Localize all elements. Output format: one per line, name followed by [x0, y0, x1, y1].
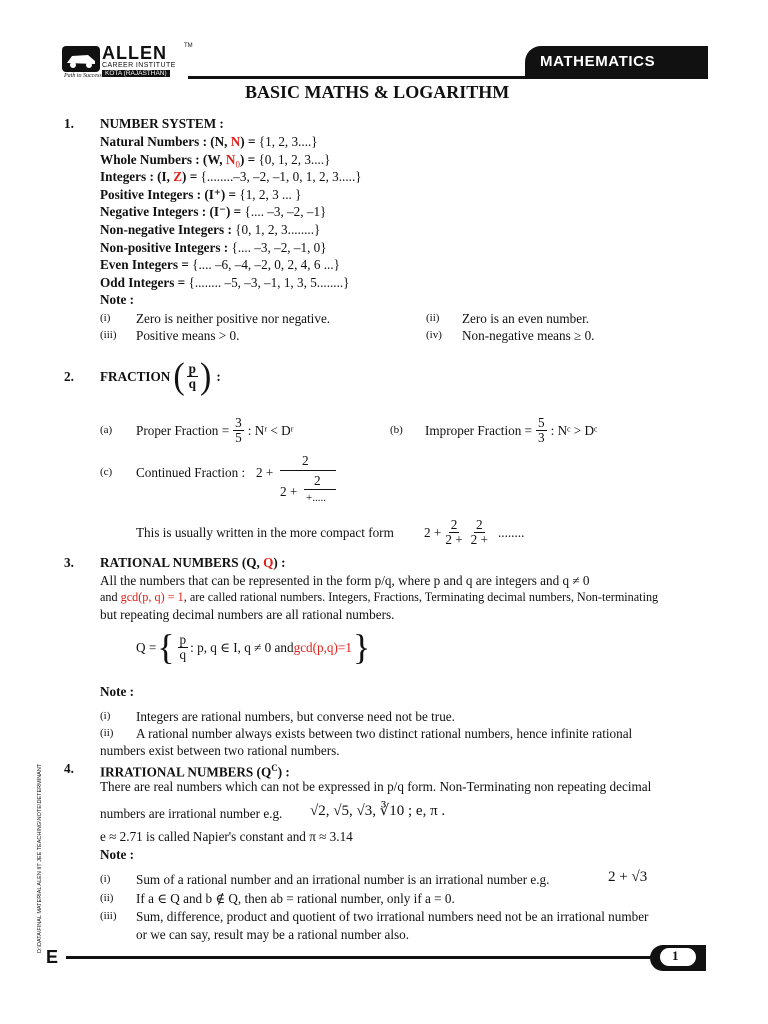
row-positive: Positive Integers : (I⁺) = {1, 2, 3 ... } [100, 186, 302, 202]
side-path: D:\DATA\FINAL MATERIAL ALEN IIT JEE TEACHING\NOTE\DETERMINANT [37, 763, 43, 953]
s1-note-ii: Zero is an even number. [462, 311, 590, 326]
s1-note-i-num: (i) [100, 312, 111, 324]
row-natural: Natural Numbers : (N, N) = {1, 2, 3....} [100, 134, 318, 149]
s4-note-i-example: 2 + √3 [608, 869, 648, 885]
s4-note-i: Sum of a rational number and an irrational number is an irrational number e.g. [136, 872, 550, 887]
s1-note-iv: Non-negative means ≥ 0. [462, 328, 595, 343]
car-logo-icon [62, 46, 100, 72]
s4-note-ii-num: (ii) [100, 892, 114, 904]
continued-fraction-expr: 2 + 2 2 + 2 +..... [256, 452, 346, 512]
logo-tm: TM [184, 43, 193, 49]
section-1-number: 1. [64, 116, 74, 131]
irrational-examples: √2, √5, √3, ∛10 ; e, π . [310, 803, 446, 819]
s2-a-num: (a) [100, 424, 113, 436]
s1-note-ii-num: (ii) [426, 312, 440, 324]
page-title: BASIC MATHS & LOGARITHM [245, 82, 510, 102]
s1-note-i: Zero is neither positive nor negative. [136, 311, 331, 326]
footer [0, 940, 768, 980]
rational-set-definition: Q = { $\frac{p}{q}$ : p, q ∈ I, q ≠ 0 and gcd(p,q)=1 } [136, 626, 371, 667]
s3-note-ii-num: (ii) [100, 727, 114, 739]
s4-note-iii-num: (iii) [100, 910, 117, 922]
row-whole: Whole Numbers : (W, $N_0) = \{0$, 1, 2, 3....} [100, 151, 331, 170]
s3-para-2: and gcd(p, q) = 1, are called rational numbers. Integers, Fractions, Terminating decimal numbers, Non-terminating [100, 590, 659, 604]
footer-rule [66, 956, 706, 959]
number-set-list [100, 133, 660, 309]
logo-tagline: Path to Success [64, 73, 102, 79]
section-3-number: 3. [64, 555, 74, 570]
allen-logo [62, 43, 193, 84]
row-non-positive: Non-positive Integers : {.... –3, –2, –1, 0} [100, 239, 327, 255]
improper-fraction: Improper Fraction = $\frac{5}{3}$ : Nᶜ > Dᶜ [425, 414, 598, 445]
s3-para-1: All the numbers that can be represented in the form p/q, where p and q are integers and q ≠ 0 [100, 573, 590, 588]
row-integers: Integers : (I, Z) = {........–3, –2, –1, 0, 1, 2, 3.....} [100, 169, 362, 185]
s3-note-i-num: (i) [100, 710, 111, 722]
proper-fraction: Proper Fraction = $\frac{3}{5}$ : Nʳ < Dʳ [136, 414, 294, 445]
logo-text: ALLEN [102, 43, 167, 63]
s2-b-num: (b) [390, 424, 403, 436]
s1-note-label: Note : [100, 292, 135, 308]
row-even: Even Integers = {.... –6, –4, –2, 0, 2, 4, 6 ...} [100, 257, 340, 273]
s4-note-label: Note : [100, 847, 135, 862]
logo-sub2: KOTA (RAJASTHAN) [102, 70, 170, 77]
s3-para-3: but repeating decimal numbers are all rational numbers. [100, 607, 395, 622]
s4-para-1: There are real numbers which can not be expressed in p/q form. Non-Terminating non repeating decimal [100, 779, 652, 794]
s1-note-iii: Positive means > 0. [136, 328, 240, 343]
section-4-heading: IRRATIONAL NUMBERS $(Q^C)$ : [100, 763, 290, 780]
s3-note-i: Integers are rational numbers, but converse need not be true. [136, 709, 455, 724]
s4-note-i-num: (i) [100, 873, 111, 885]
row-negative: Negative Integers : (I⁻) = {.... –3, –2, –1} [100, 204, 327, 220]
s4-note-ii: If a ∈ Q and b ∉ Q, then ab = rational number, only if a = 0. [136, 891, 455, 906]
s4-note-iii-a: Sum, difference, product and quotient of two irrational numbers need not be an irrational number [136, 909, 649, 924]
footer-edition: E [46, 947, 59, 967]
section-1-heading: NUMBER SYSTEM : [100, 116, 224, 131]
subject-label: MATHEMATICS [540, 53, 656, 70]
compact-form-expr: 2 + $\frac{2}{2 +}$ $\frac{2}{2 +}$ ........ [424, 516, 525, 547]
logo-sub1: CAREER INSTITUTE [102, 62, 176, 69]
row-odd: Odd Integers = {........ –5, –3, –1, 1, 3, 5........} [100, 274, 350, 290]
s2-c-num: (c) [100, 466, 113, 478]
s4-para-2: numbers are irrational number e.g. [100, 806, 283, 821]
header [0, 0, 768, 110]
s3-note-ii-b: numbers exist between two rational numbers. [100, 743, 340, 758]
s3-note-label: Note : [100, 684, 135, 699]
s1-note-iv-num: (iv) [426, 329, 442, 341]
section-2-number: 2. [64, 369, 74, 384]
compact-form-text: This is usually written in the more compact form [136, 525, 394, 540]
continued-fraction-label: Continued Fraction : [136, 465, 246, 480]
s1-note-iii-num: (iii) [100, 329, 117, 341]
section-4-number: 4. [64, 761, 74, 776]
section-2-heading: FRACTION ( $\frac{p}{q}$ ) : [100, 355, 221, 397]
row-non-negative: Non-negative Integers : {0, 1, 2, 3........} [100, 221, 321, 237]
section-3-heading: RATIONAL NUMBERS (Q, Q) : [100, 555, 286, 570]
s3-note-ii-a: A rational number always exists between two distinct rational numbers, hence infinite rational [136, 726, 633, 741]
page-number: 1 [672, 948, 679, 963]
s4-note-iii-b: or we can say, result may be a rational number also. [136, 927, 410, 942]
s4-para-3: e ≈ 2.71 is called Napier's constant and π ≈ 3.14 [100, 829, 353, 844]
